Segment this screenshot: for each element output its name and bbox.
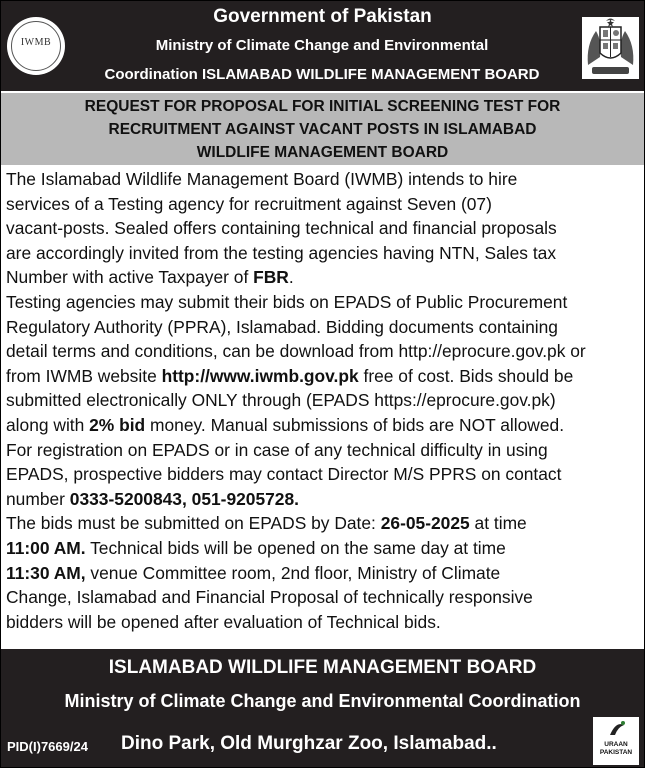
notice-body <box>6 167 642 634</box>
body-line: detail terms and conditions, can be download from http://eprocure.gov.pk or <box>6 341 586 362</box>
body-line <box>6 364 642 389</box>
pakistan-text: PAKISTAN <box>599 749 633 756</box>
uraan-text: URAAN <box>604 741 628 748</box>
body-line: Testing agencies may submit their bids on EPADS of Public Procurement <box>6 291 568 312</box>
header-banner <box>1 1 644 91</box>
header-ministry-line1: Ministry of Climate Change and Environmental <box>155 37 489 54</box>
uraan-pakistan-logo-icon <box>593 717 639 765</box>
submission-time: 11:00 AM. <box>6 537 86 558</box>
body-text: along with <box>6 414 90 435</box>
rfp-title-line2: RECRUITMENT AGAINST VACANT POSTS IN ISLAMABAD <box>108 121 537 138</box>
body-text: at time <box>469 513 527 534</box>
pakistan-emblem-icon <box>582 17 639 79</box>
body-text: Technical bids will be opened on the same day at time <box>85 537 506 558</box>
body-line: EPADS, prospective bidders may contact Director M/S PPRS on contact <box>6 464 562 485</box>
body-line: bidders will be opened after evaluation of Technical bids. <box>6 611 441 632</box>
footer-ministry: Ministry of Climate Change and Environmental Coordination <box>64 691 581 711</box>
body-text: number <box>6 488 70 509</box>
body-line: For registration on EPADS or in case of any technical difficulty in using <box>6 439 548 460</box>
bid-money-text: 2% bid <box>89 414 146 435</box>
rfp-title-line1: REQUEST FOR PROPOSAL FOR INITIAL SCREENING TEST FOR <box>84 98 561 115</box>
body-line: Regulatory Authority (PPRA), Islamabad. Bidding documents containing <box>6 316 558 337</box>
body-text: The bids must be submitted on EPADS by Date: <box>6 513 381 534</box>
body-text: money. Manual submissions of bids are NOT allowed. <box>145 414 565 435</box>
footer-address: Dino Park, Old Murghzar Zoo, Islamabad.. <box>121 733 497 754</box>
body-line: services of a Testing agency for recruitment against Seven (07) <box>6 193 492 214</box>
body-line: The Islamabad Wildlife Management Board (IWMB) intends to hire <box>6 169 518 189</box>
body-line <box>6 487 642 512</box>
opening-time: 11:30 AM, <box>6 562 86 583</box>
fbr-text: FBR <box>253 267 289 288</box>
body-line <box>6 265 642 290</box>
body-text: Number with active Taxpayer of <box>6 267 254 288</box>
body-text: . <box>288 267 294 288</box>
body-text: free of cost. Bids should be <box>358 365 574 386</box>
pid-number: PID(I)7669/24 <box>7 739 88 754</box>
header-ministry-line2: Coordination ISLAMABAD WILDLIFE MANAGEMENT BOARD <box>104 66 540 83</box>
body-text: venue Committee room, 2nd floor, Ministry of Climate <box>85 562 501 583</box>
body-line: Change, Islamabad and Financial Proposal of technically responsive <box>6 587 533 608</box>
contact-numbers: 0333-5200843, 051-9205728. <box>69 488 299 509</box>
body-line <box>6 413 642 438</box>
body-line <box>6 561 642 586</box>
submission-date: 26-05-2025 <box>380 513 470 534</box>
iwmb-website-link: http://www.iwmb.gov.pk <box>161 365 359 386</box>
rfp-title-line3: WILDLIFE MANAGEMENT BOARD <box>196 144 449 161</box>
footer-banner <box>1 649 644 767</box>
rfp-title-band <box>1 93 644 165</box>
body-line: submitted electronically ONLY through (EPADS https://eprocure.gov.pk) <box>6 390 556 411</box>
footer-org-name: ISLAMABAD WILDLIFE MANAGEMENT BOARD <box>108 657 537 678</box>
body-text: from IWMB website <box>6 365 162 386</box>
body-line: are accordingly invited from the testing agencies having NTN, Sales tax <box>6 242 557 263</box>
iwmb-logo-text: IWMB <box>20 37 52 48</box>
header-title: Government of Pakistan <box>213 6 432 27</box>
body-line <box>6 511 642 536</box>
body-line: vacant-posts. Sealed offers containing technical and financial proposals <box>6 218 557 239</box>
body-line <box>6 536 642 561</box>
